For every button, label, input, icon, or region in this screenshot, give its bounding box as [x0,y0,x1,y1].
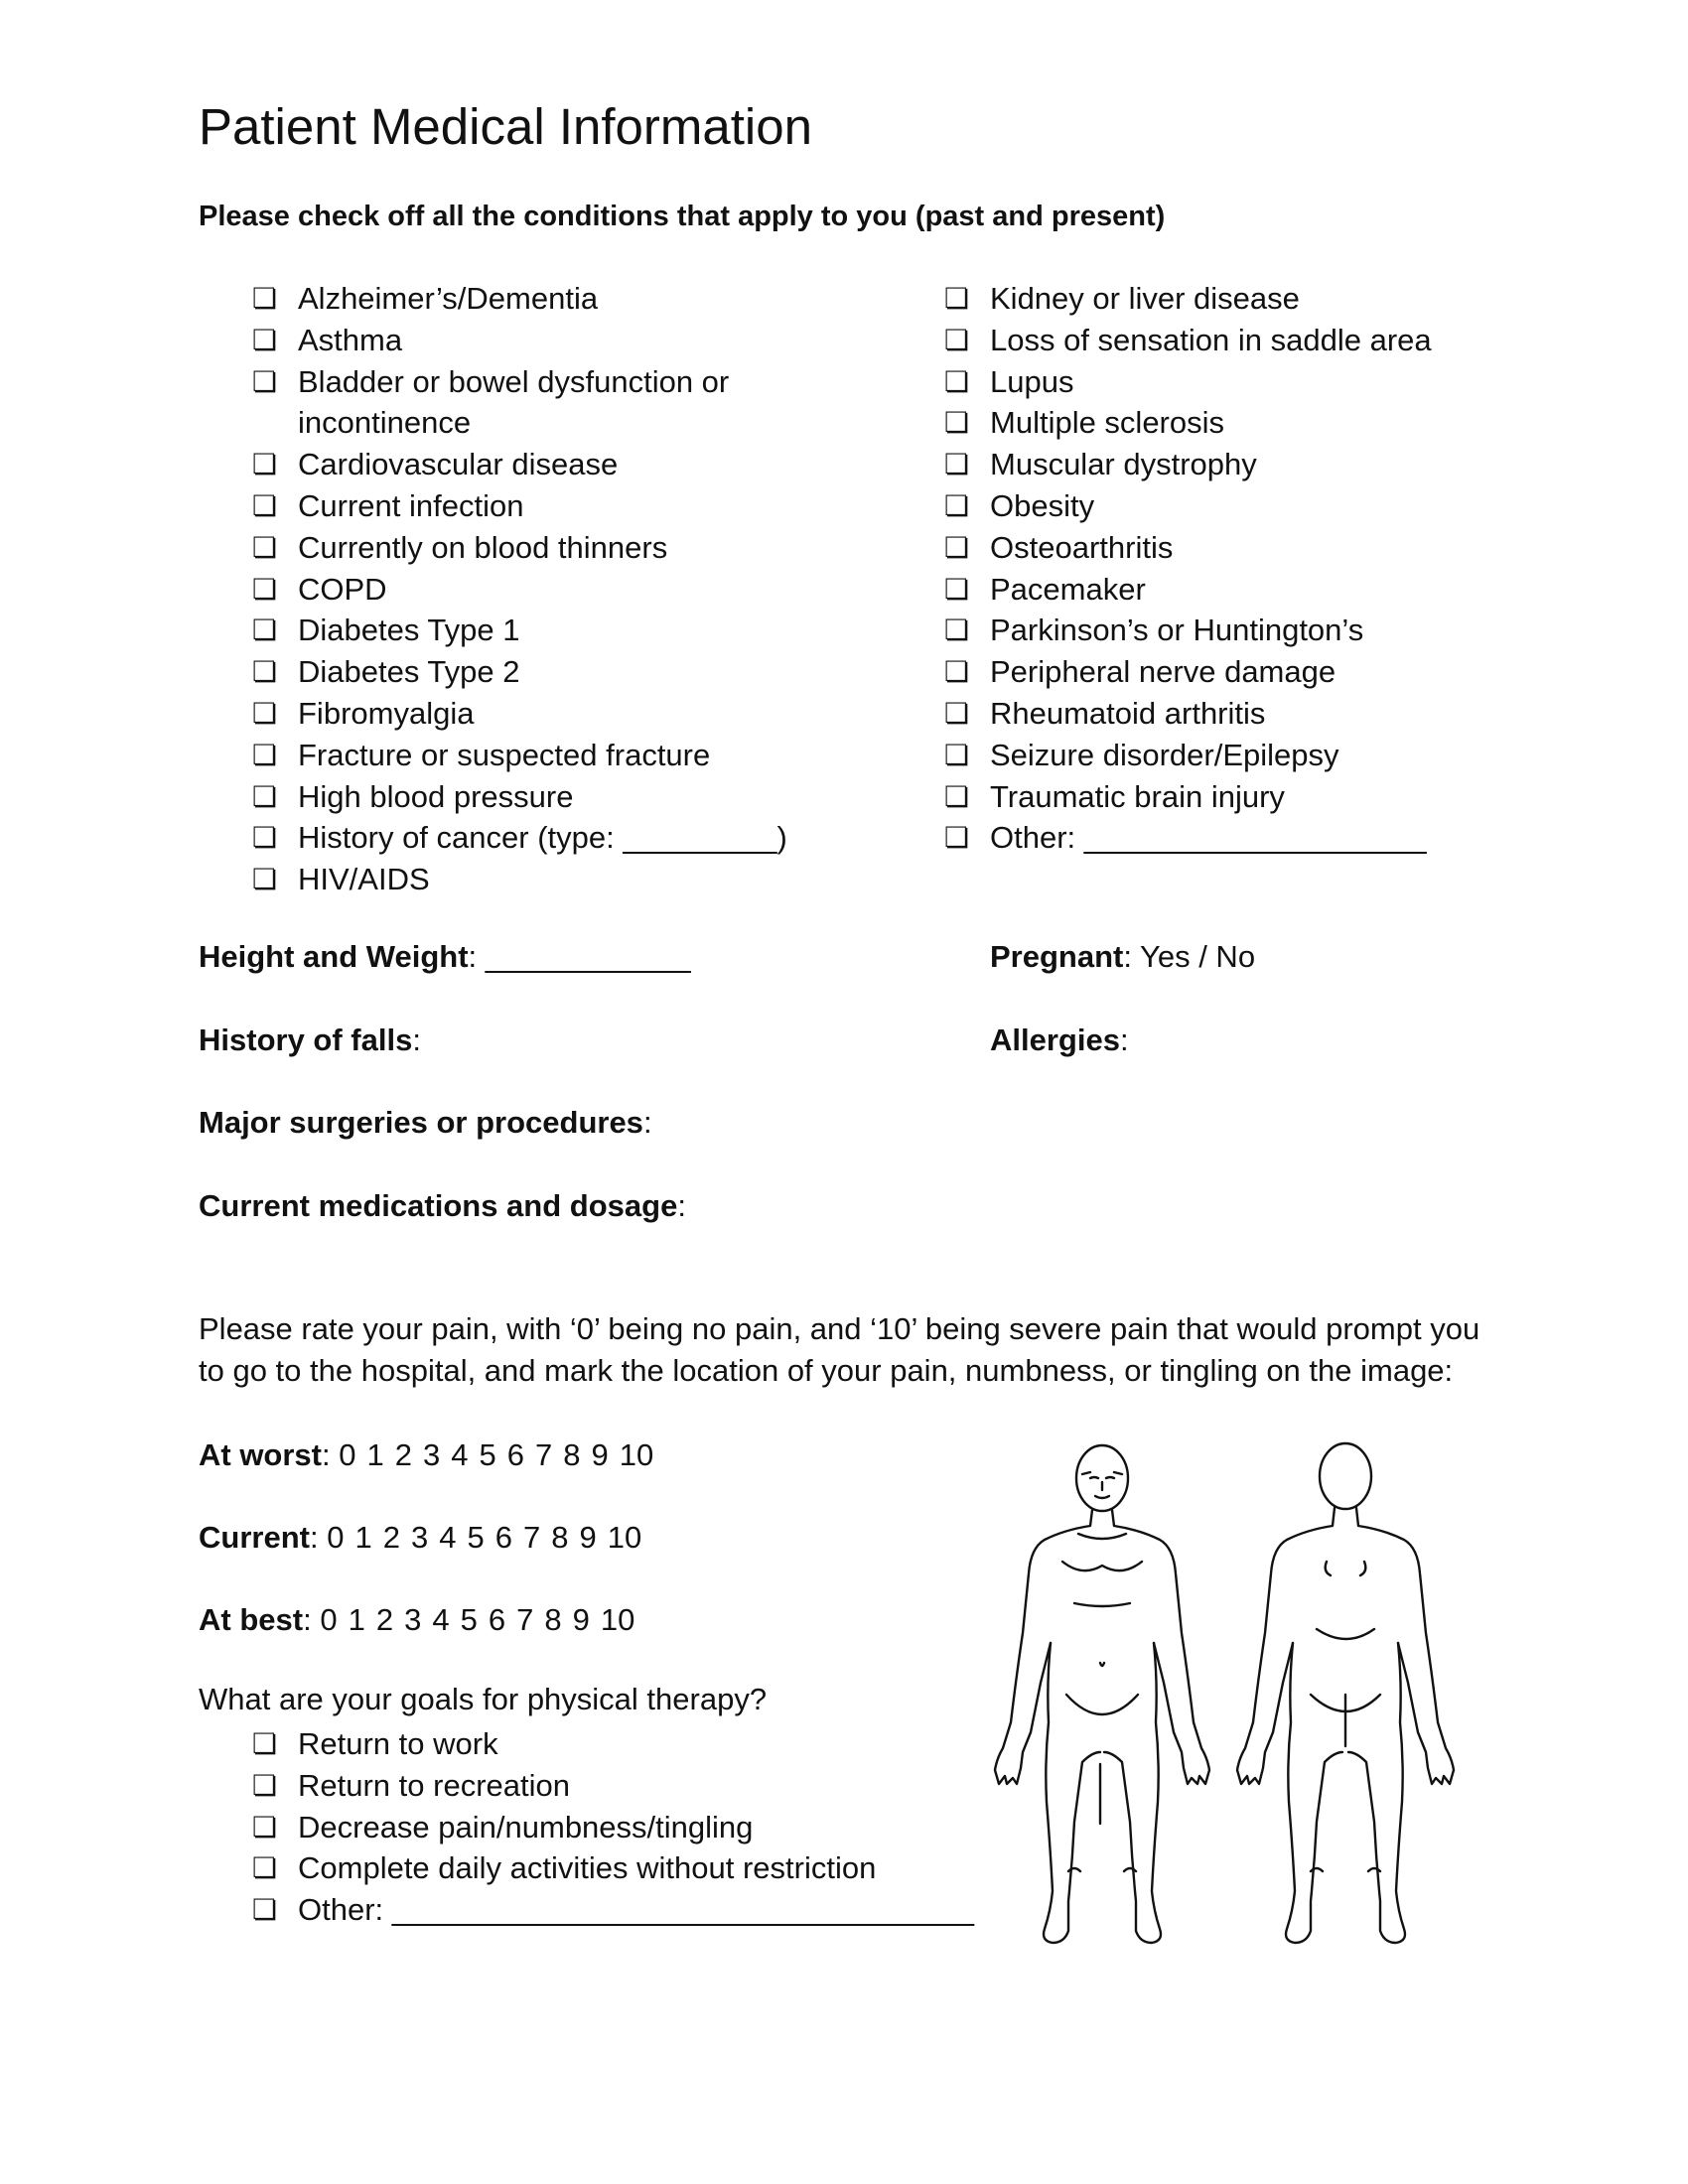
surgeries-label: Major surgeries or procedures [199,1105,643,1140]
checkbox-icon[interactable]: ❏ [252,864,278,895]
pain-worst-row [199,1437,664,1473]
condition-item[interactable] [891,735,1486,776]
allergies-field[interactable] [990,1023,1129,1058]
condition-item[interactable] [891,485,1486,527]
condition-label: Fibromyalgia [298,695,475,731]
condition-label: Bladder or bowel dysfunction or incontinence [298,363,730,441]
pain-scale-option[interactable]: 6 [506,1437,524,1472]
pain-scale-option[interactable]: 5 [467,1520,485,1555]
checkbox-icon[interactable]: ❏ [252,573,278,605]
falls-field[interactable] [199,1023,421,1058]
height-weight-field[interactable] [199,939,691,975]
pain-scale-option[interactable]: 10 [600,1602,635,1637]
pain-best-scale [320,1602,645,1637]
checkbox-icon[interactable]: ❏ [944,739,970,770]
checkbox-icon[interactable]: ❏ [944,656,970,688]
condition-label: Lupus [990,363,1074,399]
checkbox-icon[interactable]: ❏ [252,531,278,563]
condition-label: Seizure disorder/Epilepsy [990,737,1339,772]
pain-scale-option[interactable]: 9 [572,1602,590,1637]
condition-label: COPD [298,571,387,607]
condition-label: High blood pressure [298,778,574,814]
checkbox-icon[interactable]: ❏ [944,697,970,729]
pain-scale-option[interactable]: 8 [544,1602,562,1637]
medications-label: Current medications and dosage [199,1188,678,1223]
condition-item[interactable] [891,320,1486,361]
body-diagram[interactable] [983,1434,1470,1966]
pain-scale-option[interactable]: 10 [619,1437,654,1472]
pain-scale-option[interactable]: 1 [354,1520,372,1555]
goal-label: Other: __________________________________ [298,1892,974,1928]
condition-label: Diabetes Type 2 [298,654,520,690]
checkbox-icon[interactable]: ❏ [252,697,278,729]
falls-label: History of falls [199,1023,413,1057]
condition-label: Obesity [990,487,1095,523]
condition-item[interactable] [199,320,834,361]
condition-label: Current infection [298,487,524,523]
checkbox-icon[interactable]: ❏ [944,449,970,480]
checkbox-icon[interactable]: ❏ [252,1852,278,1884]
condition-label: Loss of sensation in saddle area [990,322,1432,357]
page-title: Patient Medical Information [199,98,812,155]
pain-scale-option[interactable]: 9 [591,1437,609,1472]
condition-label: Asthma [298,322,403,357]
pain-scale-option[interactable]: 2 [382,1520,400,1555]
checkbox-icon[interactable]: ❏ [252,365,278,397]
pain-scale-option[interactable]: 5 [460,1602,478,1637]
goal-item[interactable] [199,1723,993,1765]
surgeries-colon: : [642,1105,652,1140]
checkbox-icon[interactable]: ❏ [252,324,278,355]
pain-scale-option[interactable]: 8 [563,1437,581,1472]
condition-label: Alzheimer’s/Dementia [298,281,599,316]
condition-label: Osteoarthritis [990,529,1174,565]
conditions-instruction: Please check off all the conditions that apply to you (past and present) [199,201,1166,232]
condition-item[interactable] [199,817,834,859]
condition-item[interactable] [891,817,1486,859]
condition-label: Rheumatoid arthritis [990,695,1266,731]
checkbox-icon[interactable]: ❏ [944,573,970,605]
condition-label: HIV/AIDS [298,862,430,897]
checkbox-icon[interactable]: ❏ [944,324,970,355]
condition-item[interactable] [891,693,1486,735]
condition-item[interactable] [891,569,1486,611]
condition-item[interactable] [891,776,1486,818]
condition-item[interactable] [891,402,1486,444]
checkbox-icon[interactable]: ❏ [944,531,970,563]
goal-item[interactable] [199,1889,993,1931]
pain-scale-option[interactable]: 7 [535,1437,553,1472]
goals-list [199,1723,993,1931]
pain-current-scale [327,1520,652,1555]
condition-item[interactable] [891,278,1486,320]
pain-scale-option[interactable]: 0 [320,1602,338,1637]
condition-label: Other: ____________________ [990,820,1427,856]
pregnant-field[interactable] [990,939,1255,975]
pain-scale-option[interactable]: 3 [410,1520,429,1555]
pain-instruction: Please rate your pain, with ‘0’ being no pain, and ‘10’ being severe pain that would prompt you to go to the hospital, and mark the location of your pain, numbness, or tingling on the image: [199,1311,1480,1388]
pain-best-colon: : [303,1602,312,1637]
allergies-colon: : [1119,1023,1129,1057]
pain-current-label: Current [199,1520,310,1555]
condition-label: Kidney or liver disease [990,281,1300,316]
pain-scale-option[interactable]: 1 [348,1602,365,1637]
condition-item[interactable] [199,651,834,693]
pain-scale-option[interactable]: 3 [404,1602,422,1637]
condition-label: Pacemaker [990,571,1146,607]
pain-scale-option[interactable]: 5 [479,1437,496,1472]
conditions-list-left [199,278,834,900]
checkbox-icon[interactable]: ❏ [252,780,278,812]
pain-scale-option[interactable]: 6 [494,1520,512,1555]
pain-scale-option[interactable]: 2 [394,1437,412,1472]
pain-scale-option[interactable]: 3 [423,1437,441,1472]
condition-item[interactable] [199,278,834,320]
checkbox-icon[interactable]: ❏ [252,1894,278,1926]
checkbox-icon[interactable]: ❏ [944,822,970,854]
condition-label: Diabetes Type 1 [298,613,520,648]
falls-colon: : [412,1023,421,1057]
surgeries-field[interactable] [199,1105,652,1141]
condition-label: Traumatic brain injury [990,778,1285,814]
pain-current-colon: : [309,1520,319,1555]
condition-item[interactable] [199,776,834,818]
conditions-list-right [891,278,1486,859]
condition-label: Currently on blood thinners [298,529,668,565]
condition-item[interactable] [199,859,834,900]
height-weight-blank[interactable]: : ____________ [468,939,691,974]
goal-item[interactable] [199,1765,993,1807]
checkbox-icon[interactable]: ❏ [252,739,278,770]
goal-label: Decrease pain/numbness/tingling [298,1809,754,1844]
checkbox-icon[interactable]: ❏ [252,822,278,854]
condition-item[interactable] [891,610,1486,651]
checkbox-icon[interactable]: ❏ [252,1811,278,1843]
medications-field[interactable] [199,1188,686,1224]
checkbox-icon[interactable]: ❏ [944,283,970,314]
height-weight-label: Height and Weight [199,939,469,974]
goal-item[interactable] [199,1807,993,1848]
pain-scale-option[interactable]: 10 [607,1520,642,1555]
condition-item[interactable] [891,651,1486,693]
checkbox-icon[interactable]: ❏ [252,1769,278,1801]
allergies-label: Allergies [990,1023,1120,1057]
checkbox-icon[interactable]: ❏ [252,1728,278,1759]
condition-item[interactable] [199,444,834,485]
checkbox-icon[interactable]: ❏ [252,449,278,480]
condition-label: Multiple sclerosis [990,405,1225,441]
condition-item[interactable] [199,361,834,445]
condition-item[interactable] [199,610,834,651]
condition-item[interactable] [891,444,1486,485]
body-back-figure[interactable] [1237,1443,1454,1943]
pain-scale-option[interactable]: 1 [366,1437,384,1472]
checkbox-icon[interactable]: ❏ [944,407,970,439]
condition-label: Cardiovascular disease [298,447,619,482]
pain-worst-scale [339,1437,664,1472]
checkbox-icon[interactable]: ❏ [944,614,970,646]
pain-scale-option[interactable]: 4 [439,1520,457,1555]
pain-worst-label: At worst [199,1437,322,1472]
condition-item[interactable] [199,693,834,735]
goals-question: What are your goals for physical therapy? [199,1682,768,1716]
pain-scale-option[interactable]: 0 [327,1520,345,1555]
condition-item[interactable] [199,485,834,527]
pregnant-options[interactable]: : Yes / No [1123,939,1256,974]
pain-scale-option[interactable]: 4 [432,1602,450,1637]
pain-best-label: At best [199,1602,304,1637]
condition-label: History of cancer (type: _________) [298,820,787,856]
condition-item[interactable] [891,361,1486,403]
checkbox-icon[interactable]: ❏ [944,780,970,812]
checkbox-icon[interactable]: ❏ [252,283,278,314]
pain-scale-option[interactable]: 2 [375,1602,394,1637]
condition-label: Fracture or suspected fracture [298,737,711,772]
checkbox-icon[interactable]: ❏ [944,489,970,521]
condition-item[interactable] [199,527,834,569]
condition-item[interactable] [891,527,1486,569]
goal-label: Return to work [298,1726,498,1761]
pain-worst-colon: : [322,1437,331,1472]
condition-label: Parkinson’s or Huntington’s [990,613,1364,648]
pain-scale-option[interactable]: 9 [579,1520,597,1555]
body-front-figure[interactable] [995,1445,1209,1943]
checkbox-icon[interactable]: ❏ [944,365,970,397]
goal-label: Complete daily activities without restriction [298,1850,877,1886]
condition-label: Peripheral nerve damage [990,654,1336,690]
condition-item[interactable] [199,569,834,611]
pain-current-row [199,1520,652,1556]
checkbox-icon[interactable]: ❏ [252,614,278,646]
pain-scale-option[interactable]: 7 [522,1520,541,1555]
checkbox-icon[interactable]: ❏ [252,489,278,521]
medications-colon: : [677,1188,686,1223]
condition-label: Muscular dystrophy [990,447,1257,482]
pain-best-row [199,1602,645,1638]
condition-item[interactable] [199,735,834,776]
checkbox-icon[interactable]: ❏ [252,656,278,688]
pain-scale-option[interactable]: 6 [488,1602,506,1637]
pain-scale-option[interactable]: 4 [451,1437,469,1472]
pain-scale-option[interactable]: 7 [516,1602,534,1637]
goal-label: Return to recreation [298,1767,570,1803]
pregnant-label: Pregnant [990,939,1124,974]
goal-item[interactable] [199,1847,993,1889]
pain-scale-option[interactable]: 8 [551,1520,569,1555]
pain-scale-option[interactable]: 0 [339,1437,356,1472]
